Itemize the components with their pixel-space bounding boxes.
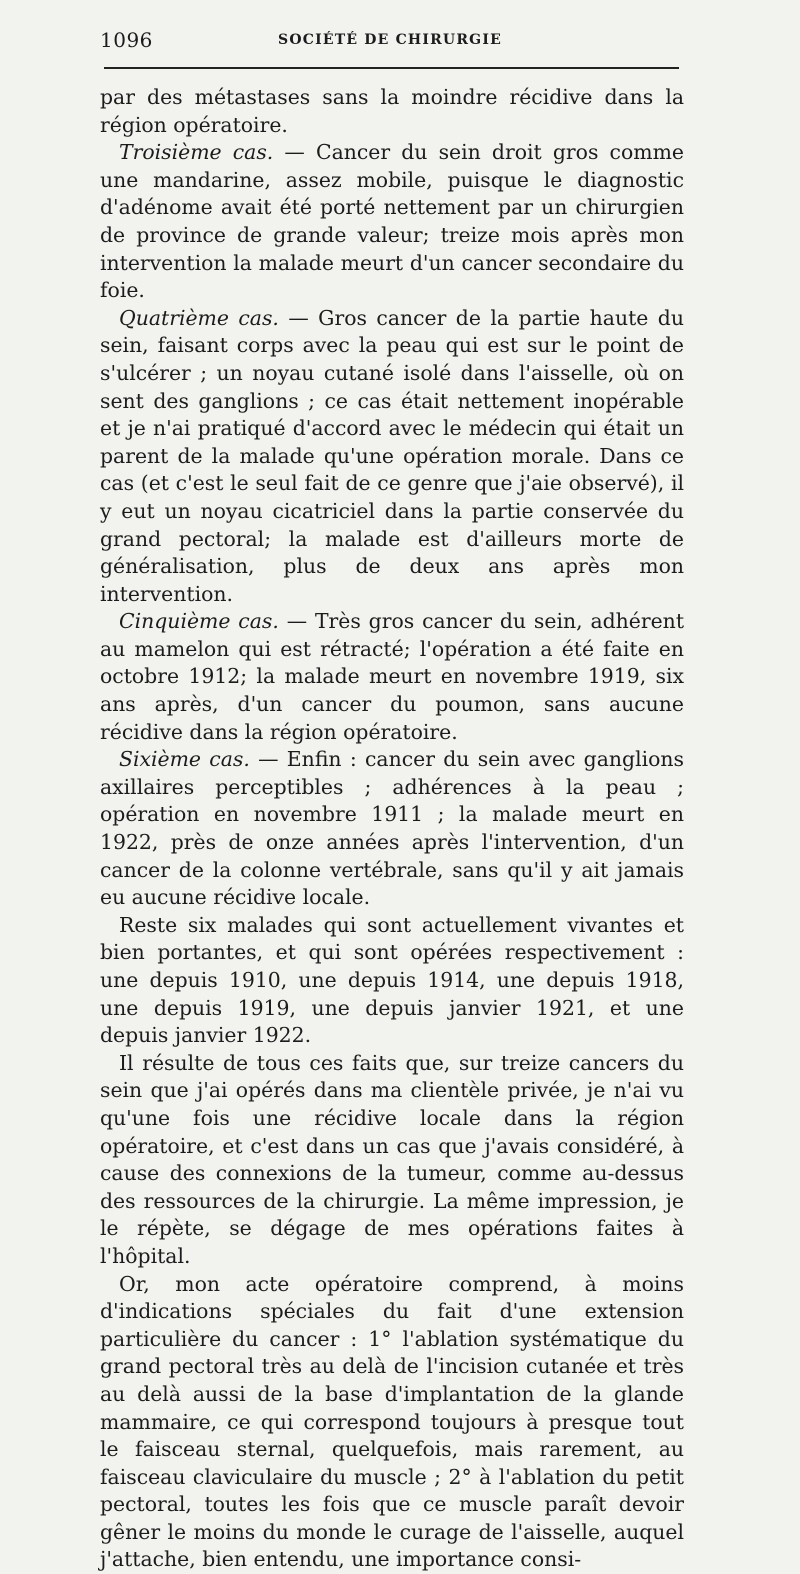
body-text: [100, 84, 684, 1574]
paragraph-text: — Très gros cancer du sein, adhérent au mamelon qui est rétracté; l'opération a été faite en octobre 1912; la malade meurt en novembre 1919, six ans après, d'un cancer du poumon, sans aucune récidive dans la région opératoire.: [100, 609, 685, 744]
paragraph-text: par des métastases sans la moindre récidive dans la région opératoire.: [100, 85, 684, 137]
paragraph-text: — Cancer du sein droit gros comme une mandarine, assez mobile, puisque le diagnostic d'adénome avait été porté nettement par un chirurgien de province de grande valeur; treize mois après mon intervention la malade meurt d'un cancer secondaire du foie.: [100, 140, 684, 303]
paragraph-text: Or, mon acte opératoire comprend, à moins d'indications spéciales du fait d'une extension particulière du cancer : 1° l'ablation systématique du grand pectoral très au delà de l'incision cutanée et très au delà aussi de la base d'implantation de la glande mammaire, ce qui correspond toujours à presque tout le faisceau sternal, quelquefois, mais rarement, au faisceau claviculaire du muscle ; 2° à l'ablation du petit pectoral, toutes les fois que ce muscle paraît devoir gêner le moins du monde le curage de l'aisselle, auquel j'attache, bien entendu, une importance consi-: [100, 1271, 684, 1572]
paragraph-lead: Quatrième cas.: [119, 305, 279, 330]
paragraph-5: [100, 746, 684, 912]
paragraph-1: [100, 84, 684, 139]
page-number: 1096: [100, 28, 153, 52]
paragraph-8: [100, 1271, 684, 1574]
paragraph-lead: Troisième cas.: [119, 140, 274, 165]
paragraph-lead: Cinquième cas.: [119, 609, 279, 634]
paragraph-text: — Enfin : cancer du sein avec ganglions axillaires perceptibles ; adhérences à la peau ; opération en novembre 1911 ; la malade meurt en 1922, près de onze années après l'intervention, d'un cancer de la colonne vertébrale, sans qu'il y ait jamais eu aucune récidive locale.: [100, 747, 684, 910]
paragraph-2: [100, 139, 684, 305]
paragraph-text: — Gros cancer de la partie haute du sein, faisant corps avec la peau qui est sur le point de s'ulcérer ; un noyau cutané isolé dans l'aisselle, où on sent des ganglions ; ce cas était nettement inopérable et je n'ai pratiqué d'accord avec le médecin qui était un parent de la malade qu'une opération morale. Dans ce cas (et c'est le seul fait de ce genre que j'aie observé), il y eut un noyau cicatriciel dans la partie conservée du grand pectoral; la malade est d'ailleurs morte de généralisation, plus de deux ans après mon intervention.: [100, 305, 684, 606]
running-head: SOCIÉTÉ DE CHIRURGIE: [278, 32, 502, 48]
paragraph-3: [100, 305, 684, 609]
header-rule: [104, 67, 679, 69]
paragraph-6: [100, 912, 684, 1050]
paragraph-lead: Sixième cas.: [119, 747, 250, 772]
page-header: [100, 28, 680, 52]
paragraph-text: Reste six malades qui sont actuellement vivantes et bien portantes, et qui sont opérées respectivement : une depuis 1910, une depuis 1914, une depuis 1918, une depuis 1919, une depuis janvier 1921, et une depuis janvier 1922.: [100, 912, 684, 1048]
paragraph-text: Il résulte de tous ces faits que, sur treize cancers du sein que j'ai opérés dans ma clientèle privée, je n'ai vu qu'une fois une récidive locale dans la région opératoire, et c'est dans un cas que j'avais considéré, à cause des connexions de la tumeur, comme au-dessus des ressources de la chirurgie. La même impression, je le répète, se dégage de mes opérations faites à l'hôpital.: [100, 1050, 684, 1268]
paragraph-4: [100, 608, 684, 746]
paragraph-7: [100, 1050, 684, 1271]
